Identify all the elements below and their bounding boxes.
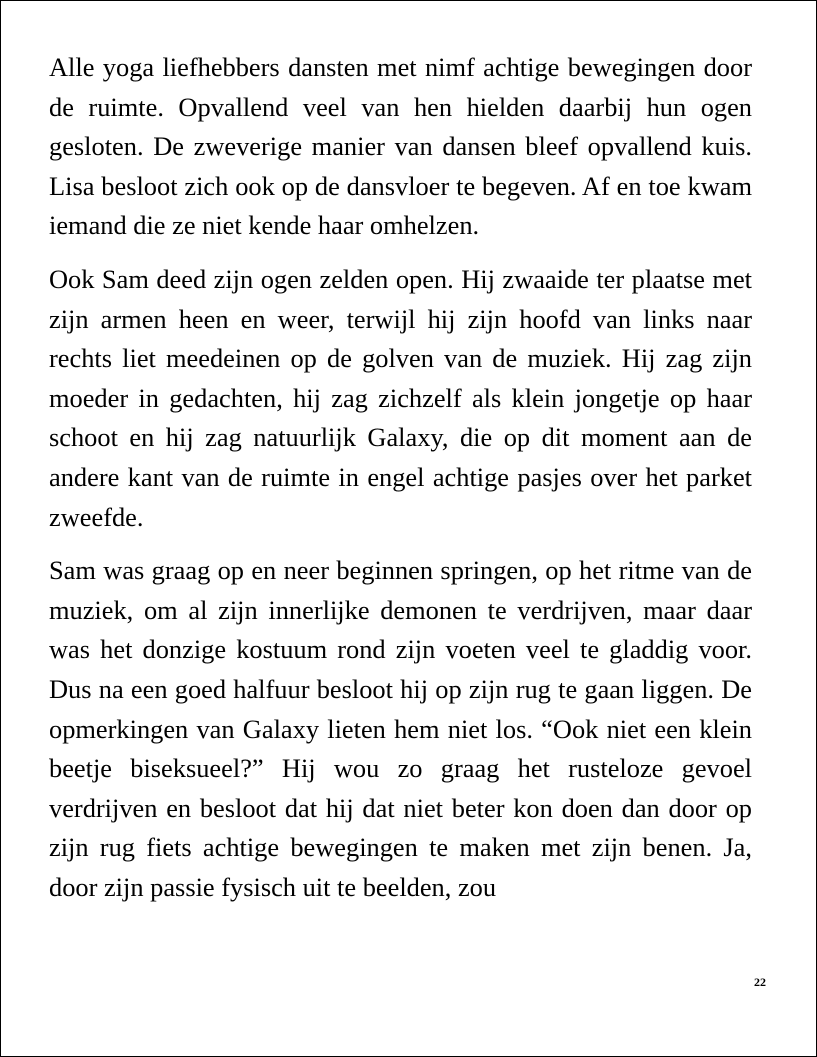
paragraph-3: Sam was graag op en neer beginnen springen, op het ritme van de muziek, om al zijn innerlijke demonen te verdrijven, maar daar was het donzige kostuum rond zijn voeten veel te gladdig voor. Dus na een goed halfuur besloot hij op zijn rug te gaan liggen. De opmerkingen van Galaxy lieten hem niet los. “Ook niet een klein beetje biseksueel?” Hij wou zo graag het rusteloze gevoel verdrijven en besloot dat hij dat niet beter kon doen dan door op zijn rug fiets achtige bewegingen te maken met zijn benen. Ja, door zijn passie fysisch uit te beelden, zou: [49, 555, 752, 902]
body-text: [49, 48, 752, 921]
paragraph-2: Ook Sam deed zijn ogen zelden open. Hij zwaaide ter plaatse met zijn armen heen en weer, terwijl hij zijn hoofd van links naar rechts liet meedeinen op de golven van de muziek. Hij zag zijn moeder in gedachten, hij zag zichzelf als klein jongetje op haar schoot en hij zag natuurlijk Galaxy, die op dit moment aan de andere kant van de ruimte in engel achtige pasjes over het parket zweefde.: [49, 263, 752, 532]
paragraph-1: Alle yoga liefhebbers dansten met nimf achtige bewegingen door de ruimte. Opvallend veel van hen hielden daarbij hun ogen gesloten. De zweverige manier van dansen bleef opvallend kuis. Lisa besloot zich ook op de dansvloer te begeven. Af en toe kwam iemand die ze niet kende haar omhelzen.: [49, 52, 752, 241]
page-number: 22: [754, 975, 766, 989]
